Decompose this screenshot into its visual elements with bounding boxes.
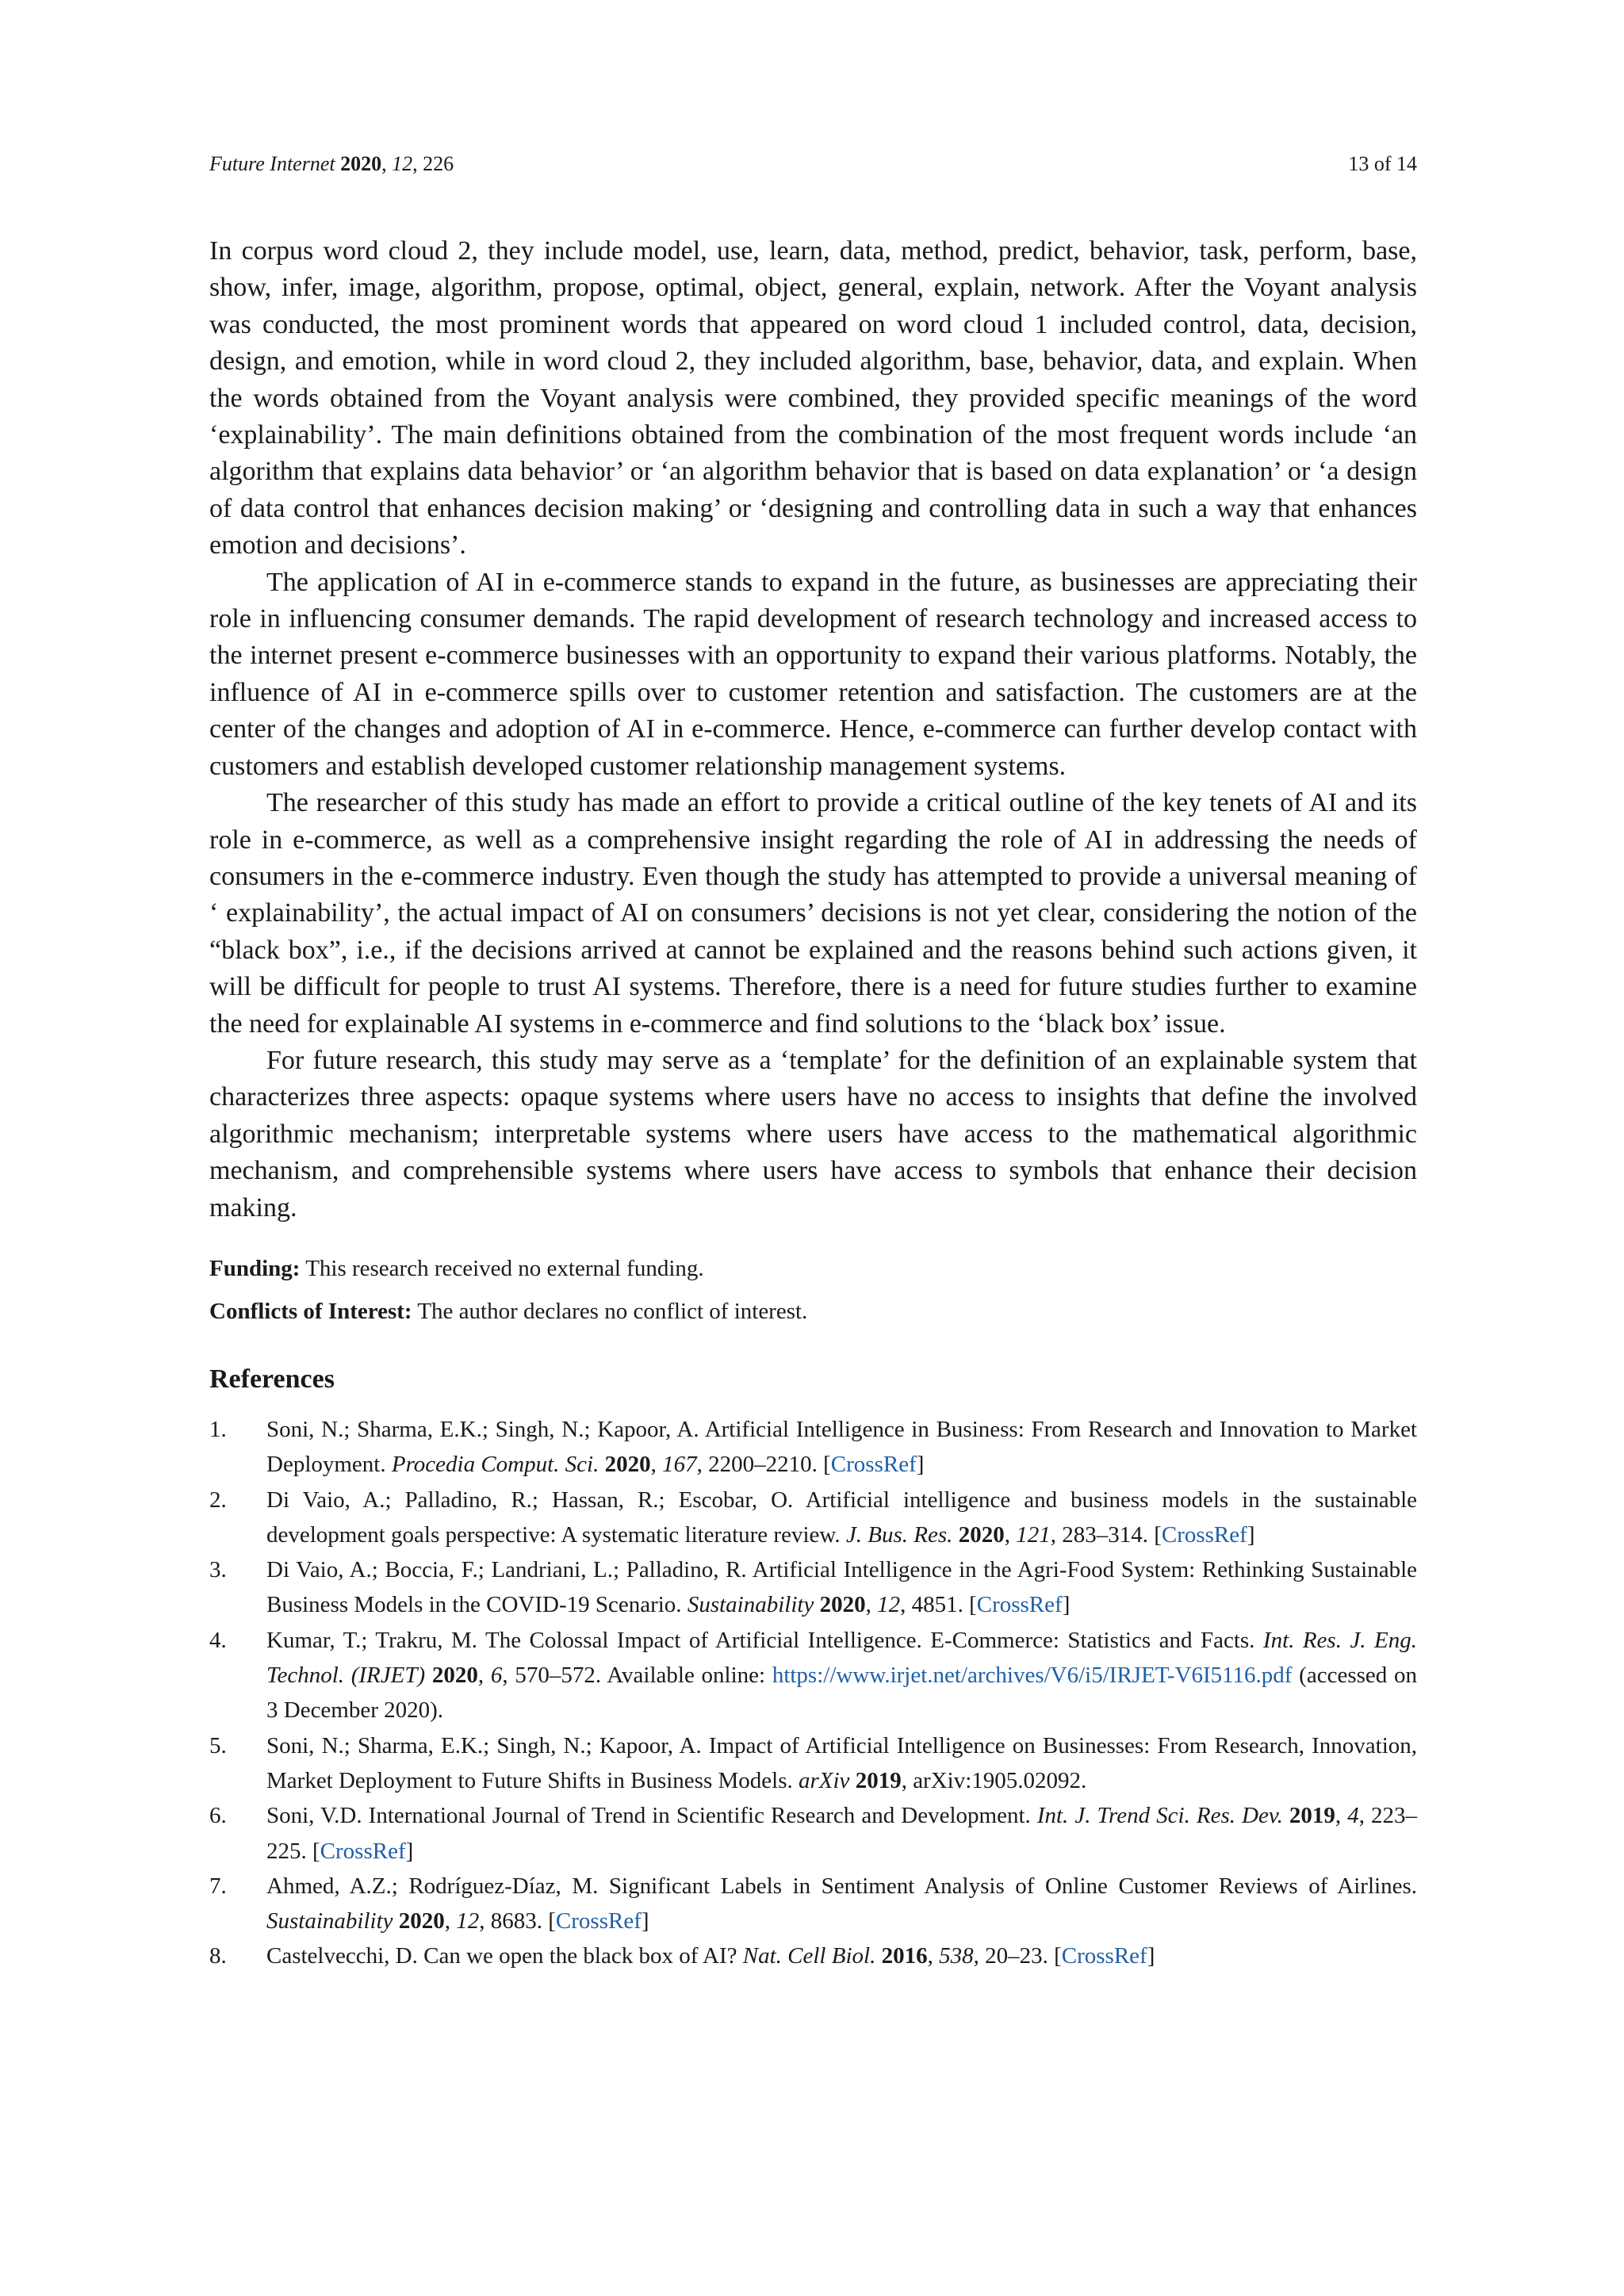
conflicts-label: Conflicts of Interest: bbox=[209, 1298, 412, 1324]
crossref-link[interactable]: CrossRef bbox=[976, 1592, 1063, 1618]
reference-year: 2020 bbox=[958, 1521, 1005, 1548]
reference-number: 7. bbox=[209, 1873, 227, 1899]
reference-year: 2020 bbox=[819, 1592, 866, 1618]
reference-journal: J. Bus. Res. bbox=[845, 1521, 953, 1548]
reference-number: 5. bbox=[209, 1732, 227, 1758]
reference-tail: ] bbox=[405, 1838, 414, 1864]
reference-number: 8. bbox=[209, 1943, 227, 1969]
reference-number: 1. bbox=[209, 1416, 227, 1442]
journal-year: 2020 bbox=[340, 152, 382, 175]
paragraph: For future research, this study may serve as a ‘template’ for the definition of an explainable system that characterizes three aspects: opaque systems where users have no access to insights that define the involved algorithmic mechanism; interpretable systems where users have access to the mathematical algorithmic mechanism, and comprehensible systems where users have access to symbols that enhance their decision making. bbox=[209, 1045, 1417, 1223]
reference-authors-title: Soni, N.; Sharma, E.K.; Singh, N.; Kapoor, A. Impact of Artificial Intelligence on Businesses: From Research, Innovation, Market Deployment to Future Shifts in Business Models. bbox=[266, 1732, 1417, 1793]
reference-pages: , 283–314. [ bbox=[1050, 1521, 1162, 1548]
reference-volume: 121 bbox=[1016, 1521, 1051, 1548]
reference-text: Soni, N.; Sharma, E.K.; Singh, N.; Kapoor, A. Artificial Intelligence in Business: From Research and Innovation to Market Deployment. Procedia Comput. Sci. 2020, 167, 2200–2210. [CrossRef] bbox=[266, 1416, 1417, 1478]
reference-item bbox=[209, 1798, 1417, 1869]
paragraph: In corpus word cloud 2, they include model, use, learn, data, method, predict, behavior, task, perform, base, show, infer, image, algorithm, propose, optimal, object, general, explain, network. After the Voyant analysis was conducted, the most prominent words that appeared on word cloud 1 included control, data, decision, design, and emotion, while in word cloud 2, they included algorithm, base, behavior, data, and explain. When the words obtained from the Voyant analysis were combined, they provided specific meanings of the word ‘explainability’. The main definitions obtained from the combination of the most frequent words include ‘an algorithm that explains data behavior’ or ‘an algorithm behavior that is based on data explanation’ or ‘a design of data control that enhances decision making’ or ‘designing and controlling data in such a way that enhances emotion and decisions’. bbox=[209, 236, 1417, 561]
reference-text: Di Vaio, A.; Palladino, R.; Hassan, R.; Escobar, O. Artificial intelligence and business models in the sustainable development goals perspective: A systematic literature review. J. Bus. Res. 2020, 121, 283–314. [CrossRef] bbox=[266, 1487, 1417, 1548]
reference-year: 2019 bbox=[1289, 1803, 1335, 1829]
reference-pages: , 2200–2210. [ bbox=[696, 1452, 831, 1478]
reference-volume: 167 bbox=[662, 1452, 697, 1478]
reference-number: 4. bbox=[209, 1627, 227, 1653]
journal-citation: Future Internet 2020, 12, 226 bbox=[209, 152, 454, 175]
article-number: 226 bbox=[423, 152, 454, 175]
reference-list bbox=[209, 1412, 1417, 1974]
reference-volume: 12 bbox=[456, 1908, 480, 1934]
reference-year: 2019 bbox=[855, 1767, 902, 1793]
reference-authors-title: Soni, V.D. International Journal of Trend in Scientific Research and Development. bbox=[266, 1803, 1037, 1829]
reference-url-link[interactable]: https://www.irjet.net/archives/V6/i5/IRJET-V6I5116.pdf bbox=[772, 1663, 1293, 1689]
crossref-link[interactable]: CrossRef bbox=[1161, 1521, 1247, 1548]
paragraph: The application of AI in e-commerce stands to expand in the future, as businesses are appreciating their role in influencing consumer demands. The rapid development of research technology and increased access to the internet present e-commerce businesses with an opportunity to expand their various platforms. Notably, the influence of AI in e-commerce spills over to customer retention and satisfaction. The customers are at the center of the changes and adoption of AI in e-commerce. Hence, e-commerce can further develop contact with customers and establish developed customer relationship management systems. bbox=[209, 567, 1417, 781]
reference-authors-title: Kumar, T.; Trakru, M. The Colossal Impact of Artificial Intelligence. E-Commerce: Statistics and Facts. bbox=[266, 1627, 1263, 1653]
reference-pages: , 20–23. [ bbox=[973, 1943, 1062, 1969]
reference-text: Kumar, T.; Trakru, M. The Colossal Impact of Artificial Intelligence. E-Commerce: Statistics and Facts. Int. Res. J. Eng. Technol. (IRJET) 2020, 6, 570–572. Available online: https://www.irjet.net/archives/V6/i5/IRJET-V6I5116.pdf (accessed on 3 December 2020). bbox=[266, 1627, 1417, 1724]
crossref-link[interactable]: CrossRef bbox=[320, 1838, 406, 1864]
reference-tail: (accessed on 3 December 2020). bbox=[266, 1663, 1417, 1724]
reference-journal: Sustainability bbox=[687, 1592, 814, 1618]
paper-page bbox=[209, 151, 1417, 1974]
reference-number: 3. bbox=[209, 1557, 227, 1583]
funding-label: Funding: bbox=[209, 1255, 301, 1281]
reference-number: 6. bbox=[209, 1803, 227, 1829]
reference-tail: ] bbox=[641, 1908, 649, 1934]
reference-year: 2020 bbox=[431, 1663, 478, 1689]
reference-year: 2020 bbox=[398, 1908, 445, 1934]
reference-item bbox=[209, 1938, 1417, 1973]
reference-tail: ] bbox=[1147, 1943, 1155, 1969]
reference-pages: , 4851. [ bbox=[900, 1592, 977, 1618]
reference-journal: Sustainability bbox=[266, 1908, 393, 1934]
reference-pages: , 570–572. Available online: bbox=[502, 1663, 772, 1689]
paragraph: The researcher of this study has made an effort to provide a critical outline of the key tenets of AI and its role in e-commerce, as well as a comprehensive insight regarding the role of AI in addressing the needs of consumers in the e-commerce industry. Even though the study has attempted to provide a universal meaning of ‘ explainability’, the actual impact of AI on consumers’ decisions is not yet clear, considering the notion of the “black box”, i.e., if the decisions arrived at cannot be explained and the reasons behind such actions given, it will be difficult for people to trust AI systems. Therefore, there is a need for future studies further to examine the need for explainable AI systems in e-commerce and find solutions to the ‘black box’ issue. bbox=[209, 788, 1417, 1039]
reference-item bbox=[209, 1552, 1417, 1623]
references-heading: References bbox=[209, 1364, 335, 1394]
reference-volume: 4 bbox=[1347, 1803, 1359, 1829]
reference-pages: , 223–225. [ bbox=[266, 1803, 1418, 1864]
body-text bbox=[209, 233, 1417, 1226]
reference-number: 2. bbox=[209, 1487, 227, 1513]
reference-authors-title: Soni, N.; Sharma, E.K.; Singh, N.; Kapoor, A. Artificial Intelligence in Business: From Research and Innovation to Market Deployment. bbox=[266, 1416, 1417, 1478]
conflicts-text: The author declares no conflict of interest. bbox=[417, 1298, 808, 1324]
reference-journal: Int. Res. J. Eng. Technol. (IRJET) bbox=[266, 1627, 1417, 1689]
crossref-link[interactable]: CrossRef bbox=[555, 1908, 642, 1934]
reference-journal: Int. J. Trend Sci. Res. Dev. bbox=[1036, 1803, 1283, 1829]
reference-year: 2020 bbox=[604, 1452, 651, 1478]
reference-text: Ahmed, A.Z.; Rodríguez-Díaz, M. Significant Labels in Sentiment Analysis of Online Customer Reviews of Airlines. Sustainability 2020, 12, 8683. [CrossRef] bbox=[266, 1873, 1417, 1934]
crossref-link[interactable]: CrossRef bbox=[1061, 1943, 1147, 1969]
reference-item bbox=[209, 1869, 1417, 1939]
journal-name: Future Internet bbox=[209, 152, 335, 175]
reference-volume: 538 bbox=[939, 1943, 974, 1969]
reference-year: 2016 bbox=[881, 1943, 928, 1969]
funding-text: This research received no external funding. bbox=[305, 1255, 704, 1281]
reference-pages: , 8683. [ bbox=[479, 1908, 556, 1934]
reference-authors-title: Di Vaio, A.; Boccia, F.; Landriani, L.; Palladino, R. Artificial Intelligence in the Agri-Food System: Rethinking Sustainable Business Models in the COVID-19 Scenario. bbox=[266, 1557, 1417, 1618]
conflicts-statement bbox=[209, 1296, 1417, 1326]
reference-authors-title: Di Vaio, A.; Palladino, R.; Hassan, R.; Escobar, O. Artificial intelligence and business models in the sustainable development goals perspective: A systematic literature review. bbox=[266, 1487, 1417, 1548]
running-header bbox=[209, 151, 1417, 178]
journal-volume: 12 bbox=[392, 152, 413, 175]
reference-volume: 12 bbox=[877, 1592, 901, 1618]
reference-item bbox=[209, 1623, 1417, 1728]
reference-authors-title: Castelvecchi, D. Can we open the black box of AI? bbox=[266, 1943, 743, 1969]
funding-statement bbox=[209, 1253, 1417, 1284]
reference-journal: Nat. Cell Biol. bbox=[742, 1943, 876, 1969]
reference-journal: Procedia Comput. Sci. bbox=[391, 1452, 599, 1478]
crossref-link[interactable]: CrossRef bbox=[830, 1452, 917, 1478]
reference-volume: 6 bbox=[490, 1663, 503, 1689]
page-number: 13 of 14 bbox=[1348, 152, 1417, 175]
reference-tail: ] bbox=[916, 1452, 925, 1478]
reference-item bbox=[209, 1412, 1417, 1483]
reference-text: Castelvecchi, D. Can we open the black box of AI? Nat. Cell Biol. 2016, 538, 20–23. [CrossRef] bbox=[266, 1943, 1155, 1969]
reference-item bbox=[209, 1728, 1417, 1799]
reference-text: Di Vaio, A.; Boccia, F.; Landriani, L.; Palladino, R. Artificial Intelligence in the Agri-Food System: Rethinking Sustainable Business Models in the COVID-19 Scenario. Sustainability 2020, 12, 4851. [CrossRef] bbox=[266, 1557, 1417, 1618]
back-matter bbox=[209, 1253, 1417, 1326]
reference-journal: arXiv bbox=[799, 1767, 850, 1793]
reference-tail: ] bbox=[1062, 1592, 1071, 1618]
reference-text bbox=[266, 1728, 1417, 1799]
reference-item bbox=[209, 1483, 1417, 1553]
reference-text: Soni, V.D. International Journal of Trend in Scientific Research and Development. Int. J. Trend Sci. Res. Dev. 2019, 4, 223–225. [CrossRef] bbox=[266, 1803, 1418, 1864]
reference-tail: ] bbox=[1247, 1521, 1255, 1548]
reference-pages: , arXiv:1905.02092. bbox=[901, 1767, 1087, 1793]
reference-authors-title: Ahmed, A.Z.; Rodríguez-Díaz, M. Significant Labels in Sentiment Analysis of Online Customer Reviews of Airlines. bbox=[266, 1873, 1417, 1899]
